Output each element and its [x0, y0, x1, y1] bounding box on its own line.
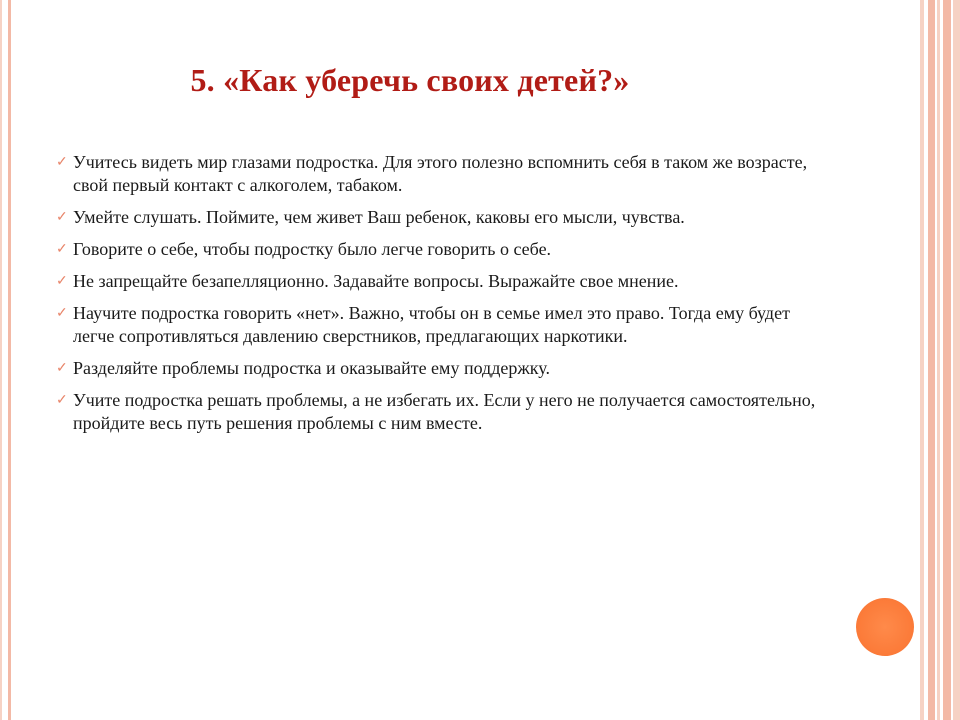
bullet-text: Не запрещайте безапелляционно. Задавайте вопросы. Выражайте свое мнение. [73, 271, 679, 291]
checkmark-icon: ✓ [56, 242, 68, 257]
checkmark-icon: ✓ [56, 361, 68, 376]
bullet-list [56, 151, 826, 444]
checkmark-icon: ✓ [56, 306, 68, 321]
checkmark-icon: ✓ [56, 274, 68, 289]
bullet-item [56, 302, 826, 348]
bullet-text: Умейте слушать. Поймите, чем живет Ваш ребенок, каковы его мысли, чувства. [73, 207, 685, 227]
decorative-orange-circle [856, 598, 914, 656]
bullet-text: Научите подростка говорить «нет». Важно, чтобы он в семье имел это право. Тогда ему будет легче сопротивляться давлению сверстников, предлагающих наркотики. [73, 303, 790, 346]
bullet-text: Учитесь видеть мир глазами подростка. Для этого полезно вспомнить себя в таком же возрасте, свой первый контакт с алкоголем, табаком. [73, 152, 808, 195]
right-border-stripe [937, 0, 940, 720]
right-border-stripe [928, 0, 935, 720]
right-border-stripe [953, 0, 960, 720]
slide-title: 5. «Как уберечь своих детей?» [190, 62, 630, 98]
bullet-item [56, 206, 826, 229]
left-border-stripe [8, 0, 11, 720]
checkmark-icon: ✓ [56, 210, 68, 225]
bullet-text: Учите подростка решать проблемы, а не избегать их. Если у него не получается самостоятельно, пройдите весь путь решения проблемы с ним вместе. [73, 390, 816, 433]
bullet-item [56, 389, 826, 435]
bullet-text: Говорите о себе, чтобы подростку было легче говорить о себе. [73, 239, 552, 259]
bullet-item [56, 238, 826, 261]
bullet-item [56, 270, 826, 293]
bullet-item [56, 151, 826, 197]
bullet-text: Разделяйте проблемы подростка и оказывайте ему поддержку. [73, 358, 550, 378]
checkmark-icon: ✓ [56, 393, 68, 408]
bullet-item [56, 357, 826, 380]
right-border-stripe [943, 0, 951, 720]
left-border-stripe [0, 0, 2, 720]
checkmark-icon: ✓ [56, 155, 68, 170]
right-border-stripe [920, 0, 924, 720]
